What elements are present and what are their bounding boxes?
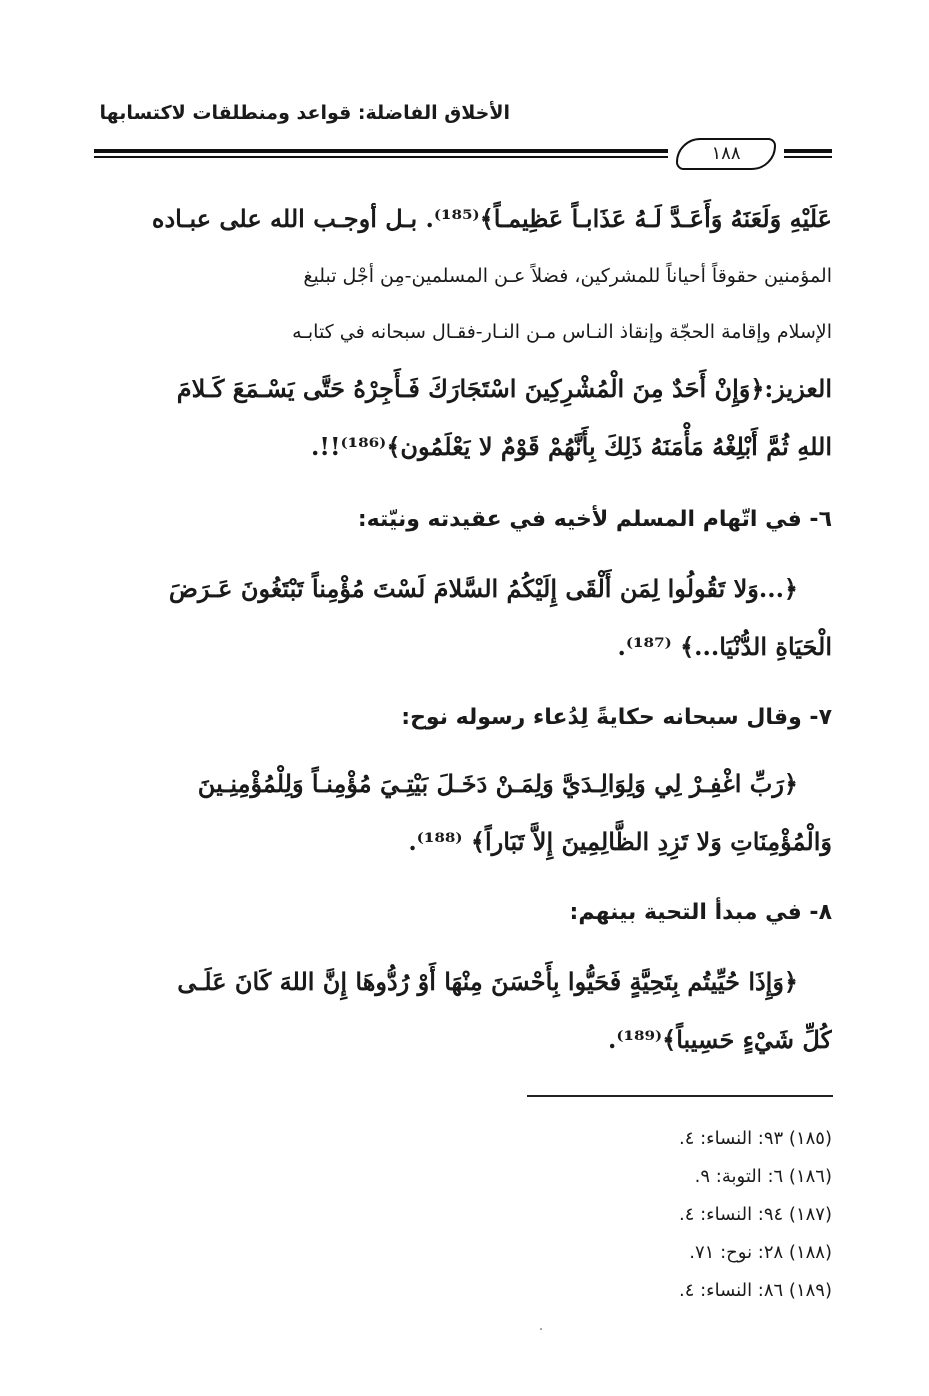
section-6-heading: ٦- في اتّهام المسلم لأخيه في عقيدته ونيّته: (357, 507, 832, 532)
section-7-verse (96, 755, 832, 871)
section-6-heading-wrap (358, 500, 832, 540)
running-title: الأخلاق الفاضلة: قواعد ومنطلقات لاكتسابها (99, 102, 510, 124)
page-number-badge: ١٨٨ (676, 138, 776, 170)
footnote-separator (527, 1095, 833, 1097)
section-8-verse-line-1: ﴿وَإِذَا حُيِّيتُم بِتَحِيَّةٍ فَحَيُّوا بِأَحْسَنَ مِنْهَا أَوْ رُدُّوهَا إِنَّ اللهَ كَانَ عَلَـى (177, 967, 798, 996)
footnotes (512, 1120, 832, 1310)
section-7-verse-line-1: ﴿رَبِّ اغْفِـرْ لِي وَلِوَالِـدَيَّ وَلِمَـنْ دَخَـلَ بَيْتِـيَ مُؤْمِنـاً وَلِلْمُؤْمِنِـينَ (197, 769, 798, 798)
paragraph-1 (96, 190, 832, 476)
paragraph-1-line-5: اللهِ ثُمَّ أَبْلِغْهُ مَأْمَنَهُ ذَلِكَ بِأَنَّهُمْ قَوْمٌ لا يَعْلَمُون﴾⁽¹⁸⁶⁾!!. (311, 432, 832, 461)
footnote-187: (١٨٧) ٩٤: النساء: ٤. (678, 1204, 832, 1225)
section-7-heading-wrap (401, 698, 832, 738)
section-8-heading: ٨- في مبدأ التحية بينهم: (569, 900, 832, 925)
scan-speck (540, 1328, 542, 1330)
header-rule-left (94, 149, 668, 158)
footnote-186: (١٨٦) ٦: التوبة: ٩. (694, 1166, 832, 1187)
footnote-189: (١٨٩) ٨٦: النساء: ٤. (678, 1280, 832, 1301)
footnote-188: (١٨٨) ٢٨: نوح: ٧١. (689, 1242, 832, 1263)
paragraph-1-line-2: المؤمنين حقوقاً أحياناً للمشركين، فضلاً عـن المسلمين-مِن أجْل تبليغ (303, 265, 832, 287)
section-7-heading: ٧- وقال سبحانه حكايةً لِدُعاء رسوله نوح: (401, 705, 832, 730)
paragraph-1-line-1: عَلَيْهِ وَلَعَنَهُ وَأَعَـدَّ لَـهُ عَذَابـاً عَظِيمـاً﴾⁽¹⁸⁵⁾. بـل أوجـب الله على عبـاده (151, 204, 832, 233)
section-7-verse-line-2: وَالْمُؤْمِنَاتِ وَلا تَزِدِ الظَّالِمِينَ إِلاَّ تَبَاراً﴾ ⁽¹⁸⁸⁾. (408, 827, 832, 856)
paragraph-1-line-4: العزيز:﴿وَإِنْ أَحَدٌ مِنَ الْمُشْرِكِينَ اسْتَجَارَكَ فَـأَجِرْهُ حَتَّى يَسْـمَعَ كَـلامَ (176, 374, 832, 403)
section-6-verse (96, 560, 832, 676)
section-8-verse (96, 953, 832, 1069)
section-6-verse-line-1: ﴿...وَلا تَقُولُوا لِمَن أَلْقَى إِلَيْكُمُ السَّلامَ لَسْتَ مُؤْمِناً تَبْتَغُونَ عَـرَضَ (168, 574, 798, 603)
section-8-heading-wrap (570, 893, 832, 933)
section-6-verse-line-2: الْحَيَاةِ الدُّنْيَا...﴾ ⁽¹⁸⁷⁾. (617, 632, 832, 661)
footnote-185: (١٨٥) ٩٣: النساء: ٤. (678, 1128, 832, 1149)
paragraph-1-line-3: الإسلام وإقامة الحجّة وإنقاذ النـاس مـن النـار-فقـال سبحانه في كتابـه (292, 321, 832, 343)
section-8-verse-line-2: كُلِّ شَيْءٍ حَسِيباً﴾⁽¹⁸⁹⁾. (607, 1025, 832, 1054)
header-rule-right (784, 149, 832, 158)
